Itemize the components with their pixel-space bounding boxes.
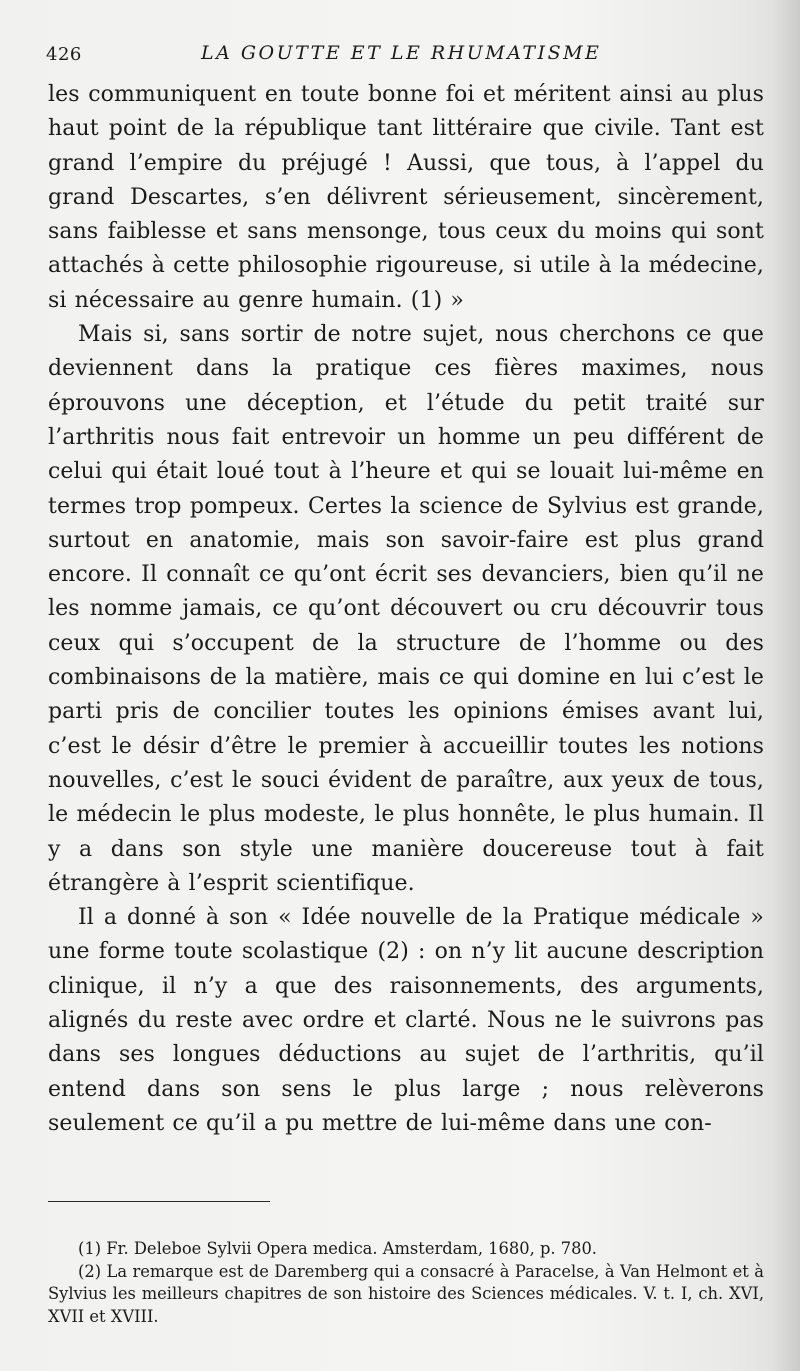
paragraph-sylvius-practice: Mais si, sans sortir de notre sujet, nous cherchons ce que deviennent dans la pratique ces fières maximes, nous éprouvons une déception, et l’étude du petit traité sur l’arthritis nous fait entrevoir un homme un peu différent de celui qui était loué tout à l’heure et qui se louait lui-même en termes trop pompeux. Certes la science de Sylvius est grande, surtout en anatomie, mais son savoir-faire est plus grand encore. Il connaît ce qu’ont écrit ses devanciers, bien qu’il ne les nomme jamais, ce qu’ont découvert ou cru découvrir tous ceux qui s’occupent de la structure de l’homme ou des combinaisons de la matière, mais ce qui domine en lui c’est le parti pris de concilier toutes les opinions émises avant lui, c’est le désir d’être le premier à accueillir toutes les notions nouvelles, c’est le souci évident de paraître, aux yeux de tous, le médecin le plus modeste, le plus honnête, le plus humain. Il y a dans son style une manière doucereuse tout à fait étrangère à l’esprit scientifique. (48, 322, 764, 896)
paragraph-continuation: les communiquent en toute bonne foi et méritent ainsi au plus haut point de la république tant littéraire que civile. Tant est grand l’empire du préjugé ! Aussi, que tous, à l’appel du grand Descartes, s’en délivrent sérieusement, sincèrement, sans faiblesse et sans mensonge, tous ceux du moins qui sont attachés à cette philosophie rigoureuse, si utile à la médecine, si nécessaire au genre humain. (1) » (48, 82, 764, 313)
footnote-divider (48, 1201, 270, 1202)
footnote-1: (1) Fr. Deleboe Sylvii Opera medica. Amsterdam, 1680, p. 780. (78, 1239, 597, 1258)
paragraph-idee-nouvelle: Il a donné à son « Idée nouvelle de la Pratique médicale » une forme toute scolastique (2) : on n’y lit aucune description clinique, il n’y a que des raisonnements, des arguments, alignés du reste avec ordre et clarté. Nous ne le suivrons pas dans ses longues déductions au sujet de l’arthritis, qu’il entend dans son sens le plus large ; nous relèverons seulement ce qu’il a pu mettre de lui-même dans une con- (48, 905, 764, 1136)
page-edge-shadow (772, 0, 800, 1371)
footnotes (48, 1238, 764, 1328)
page-number: 426 (46, 44, 82, 65)
body-text (48, 78, 764, 1141)
running-title: LA GOUTTE ET LE RHUMATISME (201, 42, 602, 64)
footnote-2: (2) La remarque est de Daremberg qui a consacré à Paracelse, à Van Helmont et à Sylvius les meilleurs chapitres de son histoire des Sciences médicales. V. t. I, ch. XVI, XVII et XVIII. (48, 1261, 764, 1326)
running-head (46, 40, 766, 70)
